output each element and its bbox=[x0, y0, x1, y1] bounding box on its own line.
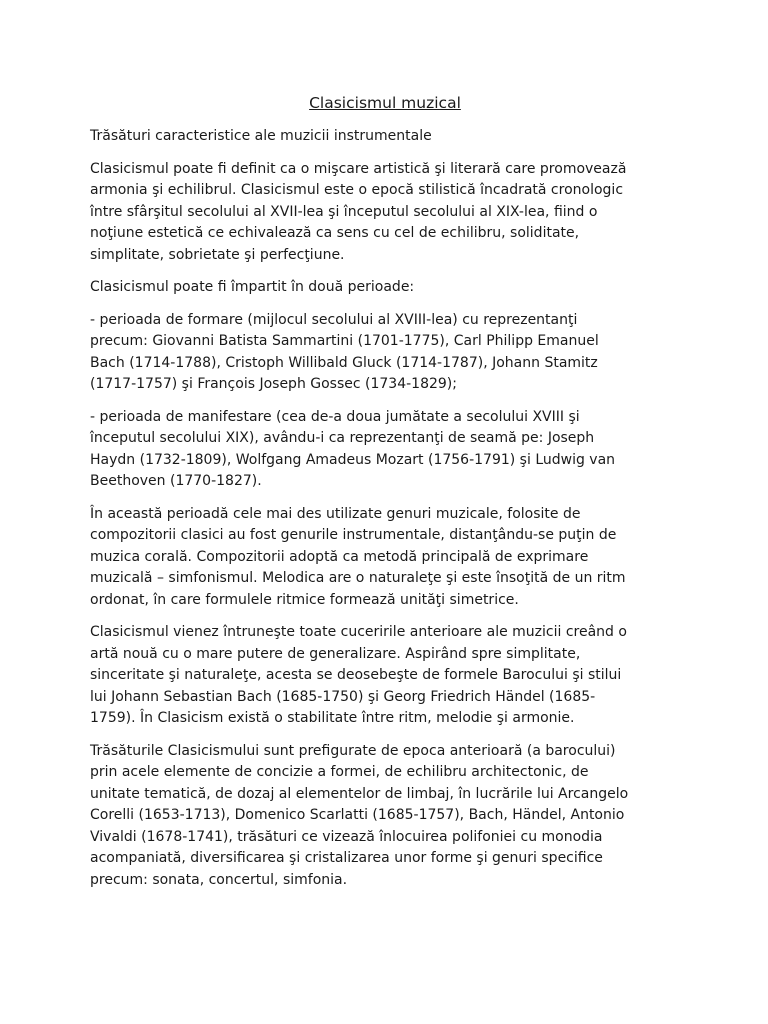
document-page bbox=[90, 92, 680, 902]
paragraph-formation-period: - perioada de formare (mijlocul secolului al XVIII-lea) cu reprezentanţi precum: Giovanni Batista Sammartini (1701-1775), Carl Philipp Emanuel Bach (1714-1788), Cristoph Willibald Gluck (1714-1787), Johann Stamitz (1717-1757) şi François Joseph Gossec (1734-1829); bbox=[90, 311, 599, 392]
paragraph-definition: Clasicismul poate fi definit ca o mişcare artistică şi literară care promovează armonia şi echilibrul. Clasicismul este o epocă stilistică încadrată cronologic între sfârşitul secolului al XVII-lea şi începutul secolului al XIX-lea, fiind o noţiune estetică ce echivalează ca sens cu cel de echilibru, soliditate, simplitate, sobrietate şi perfecţiune. bbox=[90, 160, 627, 263]
document-title: Clasicismul muzical bbox=[309, 94, 461, 112]
paragraph-manifestation-period: - perioada de manifestare (cea de-a doua jumătate a secolului XVIII şi începutul secolului XIX), avându-i ca reprezentanţi de seamă pe: Joseph Haydn (1732-1809), Wolfgang Amadeus Mozart (1756-1791) şi Ludwig van Beethoven (1770-1827). bbox=[90, 408, 616, 489]
paragraph-baroque-features: Trăsăturile Clasicismului sunt prefigurate de epoca anterioară (a barocului) prin acele elemente de concizie a formei, de echilibru architectonic, de unitate tematică, de dozaj al elementelor de limbaj, în lucrările lui Arcangelo Corelli (1653-1713), Domenico Scarlatti (1685-1757), Bach, Händel, Antonio Vivaldi (1678-1741), trăsături ce vizează înlocuirea polifoniei cu monodia acompaniată, diversificarea şi cristalizarea unor forme şi genuri specifice precum: sonata, concertul, simfonia. bbox=[90, 742, 629, 888]
document-subtitle: Trăsături caracteristice ale muzicii instrumentale bbox=[90, 128, 432, 144]
paragraph-instrumental-genres: În această perioadă cele mai des utilizate genuri muzicale, folosite de compozitorii clasici au fost genurile instrumentale, distanţându-se puţin de muzica corală. Compozitorii adoptă ca metodă principală de exprimare muzicală – simfonismul. Melodica are o naturaleţe şi este însoţită de un ritm ordonat, în care formulele ritmice formează unităţi simetrice. bbox=[90, 505, 626, 608]
paragraph-periods-intro: Clasicismul poate fi împartit în două perioade: bbox=[90, 279, 415, 295]
paragraph-viennese-classicism: Clasicismul vienez întruneşte toate cuceririle anterioare ale muzicii creând o artă nouă cu o mare putere de generalizare. Aspirând spre simplitate, sinceritate şi naturaleţe, acesta se deosebeşte de formele Barocului şi stilui lui Johann Sebastian Bach (1685-1750) şi Georg Friedrich Händel (1685- 1759). În Clasicism există o stabilitate între ritm, melodie şi armonie. bbox=[90, 624, 627, 726]
